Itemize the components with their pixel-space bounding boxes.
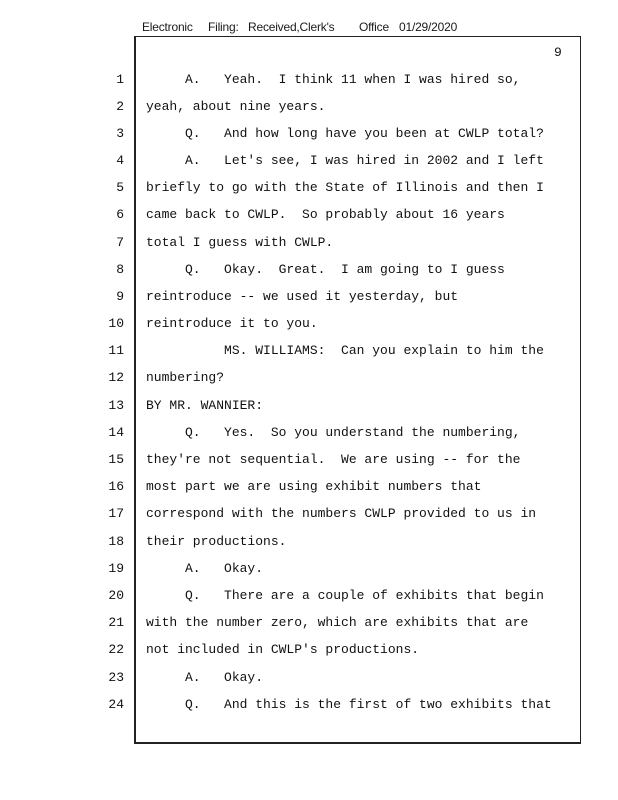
line-number: 14	[108, 425, 124, 440]
transcript-line	[0, 670, 618, 690]
line-text: A. Okay.	[146, 670, 264, 685]
line-number: 2	[116, 99, 124, 114]
transcript-line	[0, 425, 618, 445]
line-number: 8	[116, 262, 124, 277]
line-text: Q. There are a couple of exhibits that begin	[146, 588, 544, 603]
line-number: 1	[116, 72, 124, 87]
line-text: A. Let's see, I was hired in 2002 and I left	[146, 153, 544, 168]
line-text: Q. And how long have you been at CWLP total?	[146, 126, 544, 141]
line-text: total I guess with CWLP.	[146, 235, 334, 250]
line-text: Q. Yes. So you understand the numbering,	[146, 425, 521, 440]
filing-stamp-filing: Filing:	[208, 20, 239, 34]
line-text: yeah, about nine years.	[146, 99, 326, 114]
line-number: 4	[116, 153, 124, 168]
line-number: 6	[116, 207, 124, 222]
line-text: correspond with the numbers CWLP provided to us in	[146, 506, 537, 521]
line-text: they're not sequential. We are using -- for the	[146, 452, 521, 467]
line-text: most part we are using exhibit numbers that	[146, 479, 482, 494]
transcript-line	[0, 343, 618, 363]
transcript-line	[0, 561, 618, 581]
transcript-line	[0, 316, 618, 336]
filing-stamp-electronic: Electronic	[142, 20, 193, 34]
filing-stamp-office: Office	[359, 20, 389, 34]
line-number: 17	[108, 506, 124, 521]
line-number: 11	[108, 343, 124, 358]
line-number: 13	[108, 398, 124, 413]
transcript-line	[0, 126, 618, 146]
line-text: briefly to go with the State of Illinois and then I	[146, 180, 544, 195]
transcript-line	[0, 72, 618, 92]
line-number: 20	[108, 588, 124, 603]
line-text: reintroduce it to you.	[146, 316, 318, 331]
line-text: reintroduce -- we used it yesterday, but	[146, 289, 459, 304]
filing-stamp-received: Received,Clerk's	[248, 20, 335, 34]
line-number: 18	[108, 534, 124, 549]
filing-stamp-header	[142, 20, 582, 36]
line-text: with the number zero, which are exhibits that are	[146, 615, 529, 630]
transcript-line	[0, 534, 618, 554]
transcript-line	[0, 615, 618, 635]
page-number: 9	[554, 45, 562, 60]
line-number: 5	[116, 180, 124, 195]
line-text: BY MR. WANNIER:	[146, 398, 264, 413]
transcript-line	[0, 642, 618, 662]
transcript-line	[0, 506, 618, 526]
transcript-line	[0, 697, 618, 717]
line-text: came back to CWLP. So probably about 16 years	[146, 207, 505, 222]
transcript-line	[0, 479, 618, 499]
transcript-line	[0, 370, 618, 390]
line-number: 9	[116, 289, 124, 304]
line-number: 10	[108, 316, 124, 331]
line-text: numbering?	[146, 370, 225, 385]
filing-stamp-date: 01/29/2020	[399, 20, 458, 34]
transcript-line	[0, 452, 618, 472]
line-number: 7	[116, 235, 124, 250]
line-number: 24	[108, 697, 124, 712]
line-text: Q. And this is the first of two exhibits that	[146, 697, 552, 712]
transcript-line	[0, 235, 618, 255]
line-number: 16	[108, 479, 124, 494]
transcript-line	[0, 180, 618, 200]
line-text: Q. Okay. Great. I am going to I guess	[146, 262, 505, 277]
line-text: A. Okay.	[146, 561, 264, 576]
transcript-line	[0, 398, 618, 418]
transcript-line	[0, 207, 618, 227]
transcript-line	[0, 99, 618, 119]
line-text: their productions.	[146, 534, 287, 549]
line-number: 19	[108, 561, 124, 576]
line-text: A. Yeah. I think 11 when I was hired so,	[146, 72, 521, 87]
line-number: 23	[108, 670, 124, 685]
line-number: 22	[108, 642, 124, 657]
line-number: 12	[108, 370, 124, 385]
line-number: 15	[108, 452, 124, 467]
line-number: 21	[108, 615, 124, 630]
line-text: MS. WILLIAMS: Can you explain to him the	[146, 343, 544, 358]
transcript-line	[0, 588, 618, 608]
line-text: not included in CWLP's productions.	[146, 642, 420, 657]
transcript-line	[0, 262, 618, 282]
transcript-line	[0, 289, 618, 309]
line-number: 3	[116, 126, 124, 141]
transcript-line	[0, 153, 618, 173]
